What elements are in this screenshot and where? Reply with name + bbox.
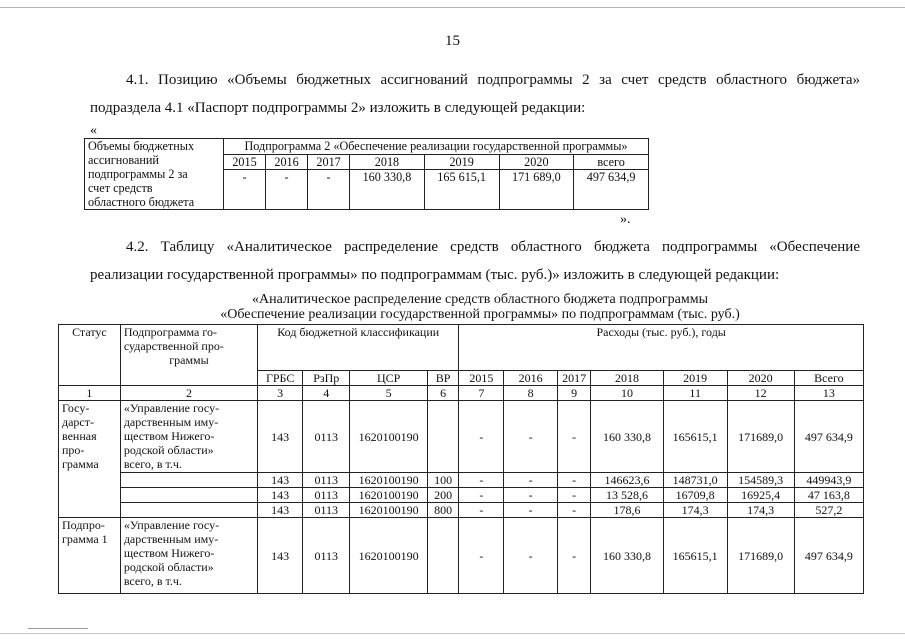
- sp-status-cell: [59, 518, 121, 594]
- subheader-cell: 2019: [663, 371, 727, 386]
- col-number: 13: [794, 386, 863, 401]
- sp-total-cell: 497 634,9: [794, 518, 863, 594]
- header-status: Статус: [59, 325, 121, 386]
- label-line: ассигнований: [88, 153, 159, 167]
- gp-total-cell: 497 634,9: [794, 401, 863, 473]
- gp-total-cell: 143: [258, 401, 303, 473]
- name-line: дарственным иму-: [123, 415, 219, 429]
- value-cell: -: [308, 170, 350, 210]
- gp-row-cell: -: [557, 488, 591, 503]
- gp-row-cell: 143: [258, 503, 303, 518]
- bottom-rule: [0, 633, 905, 634]
- gp-row-cell: 0113: [303, 503, 350, 518]
- gp-row-cell: 200: [427, 488, 458, 503]
- value-cell: -: [266, 170, 308, 210]
- gp-row-cell: 148731,0: [663, 473, 727, 488]
- gp-row-cell: 1620100190: [350, 488, 428, 503]
- sp-name-cell: [120, 518, 257, 594]
- page-number: 15: [445, 33, 460, 49]
- subheader-cell: 2018: [591, 371, 663, 386]
- subheader-cell: 2020: [727, 371, 794, 386]
- name-line: «Управление госу-: [123, 518, 220, 532]
- label-line: Объемы бюджетных: [88, 139, 195, 153]
- left-label-cell: [85, 139, 224, 210]
- subheader-cell: 2015: [459, 371, 504, 386]
- year-cell: всего: [574, 154, 649, 170]
- top-rule: [0, 7, 905, 8]
- budget-table: [84, 138, 649, 210]
- col-number: 3: [258, 386, 303, 401]
- sp-total-cell: [427, 518, 458, 594]
- gp-row-cell: -: [504, 473, 557, 488]
- col-number: 12: [727, 386, 794, 401]
- analytic-table: [58, 324, 864, 594]
- gp-total-cell: -: [504, 401, 557, 473]
- gp-row-cell: 1620100190: [350, 473, 428, 488]
- gp-row-cell: -: [504, 503, 557, 518]
- year-cell: 2015: [224, 154, 266, 170]
- status-line: Подпро-: [62, 518, 105, 532]
- header-budget-code: Код бюджетной классификации: [258, 325, 459, 371]
- gp-row-cell: 449943,9: [794, 473, 863, 488]
- sp-total-cell: 171689,0: [727, 518, 794, 594]
- header-line: граммы: [169, 353, 209, 367]
- gp-row-cell: 16709,8: [663, 488, 727, 503]
- gp-row-cell: 174,3: [663, 503, 727, 518]
- title-line: «Обеспечение реализации государственной программы» по подпрограммам (тыс. руб.): [220, 307, 740, 322]
- value-cell: 171 689,0: [499, 170, 574, 210]
- gp-total-cell: 160 330,8: [591, 401, 663, 473]
- sp-total-cell: -: [459, 518, 504, 594]
- gp-name-cell: [120, 401, 257, 473]
- empty-cell: [120, 503, 257, 518]
- gp-row-cell: 143: [258, 473, 303, 488]
- status-line: дарст-: [62, 415, 94, 429]
- gp-row-cell: -: [504, 488, 557, 503]
- paragraph-line: 4.2. Таблицу «Аналитическое распределение средств областного бюджета подпрограммы «Обеспечение: [126, 239, 860, 255]
- subheader-cell: 2017: [557, 371, 591, 386]
- gp-row-cell: -: [557, 473, 591, 488]
- name-line: «Управление госу-: [123, 401, 220, 415]
- gp-row-cell: -: [459, 503, 504, 518]
- subheader-cell: ГРБС: [258, 371, 303, 386]
- gp-row-cell: 0113: [303, 488, 350, 503]
- gp-row-cell: 16925,4: [727, 488, 794, 503]
- name-line: ществом Нижего-: [123, 429, 215, 443]
- gp-row-cell: -: [557, 503, 591, 518]
- subheader-cell: ЦСР: [350, 371, 428, 386]
- col-number: 10: [591, 386, 663, 401]
- name-line: ществом Нижего-: [123, 546, 215, 560]
- gp-total-cell: 171689,0: [727, 401, 794, 473]
- status-line: про-: [62, 443, 85, 457]
- paragraph-line: подраздела 4.1 «Паспорт подпрограммы 2» изложить в следующей редакции:: [90, 100, 586, 116]
- gp-row-cell: 154589,3: [727, 473, 794, 488]
- sp-total-cell: 165615,1: [663, 518, 727, 594]
- gp-row-cell: 800: [427, 503, 458, 518]
- col-number: 9: [557, 386, 591, 401]
- value-cell: 160 330,8: [350, 170, 425, 210]
- name-line: родской области»: [123, 443, 214, 457]
- name-line: всего, в т.ч.: [123, 457, 182, 471]
- col-number: 8: [504, 386, 557, 401]
- gp-row-cell: 527,2: [794, 503, 863, 518]
- subheader-cell: РзПр: [303, 371, 350, 386]
- value-cell: -: [224, 170, 266, 210]
- status-line: венная: [62, 429, 97, 443]
- gp-row-cell: 0113: [303, 473, 350, 488]
- gp-row-cell: 143: [258, 488, 303, 503]
- gp-total-cell: 0113: [303, 401, 350, 473]
- gp-row-cell: 47 163,8: [794, 488, 863, 503]
- sp-total-cell: 160 330,8: [591, 518, 663, 594]
- table2-title: [180, 292, 780, 322]
- gp-status-cell: [59, 401, 121, 518]
- value-cell: 165 615,1: [424, 170, 499, 210]
- gp-total-cell: 165615,1: [663, 401, 727, 473]
- subheader-cell: 2016: [504, 371, 557, 386]
- sp-total-cell: 143: [258, 518, 303, 594]
- col-number: 5: [350, 386, 428, 401]
- col-number: 7: [459, 386, 504, 401]
- paragraph-line: 4.1. Позицию «Объемы бюджетных ассигнований подпрограммы 2 за счет средств областного бюджета»: [126, 72, 860, 88]
- value-cell: 497 634,9: [574, 170, 649, 210]
- gp-total-cell: [427, 401, 458, 473]
- year-cell: 2020: [499, 154, 574, 170]
- gp-total-cell: 1620100190: [350, 401, 428, 473]
- subheader-cell: ВР: [427, 371, 458, 386]
- subheader-cell: Всего: [794, 371, 863, 386]
- quote-close: ».: [620, 212, 631, 227]
- gp-row-cell: -: [459, 473, 504, 488]
- gp-row-cell: 146623,6: [591, 473, 663, 488]
- sp-total-cell: -: [504, 518, 557, 594]
- gp-row-cell: 174,3: [727, 503, 794, 518]
- gp-total-cell: -: [459, 401, 504, 473]
- gp-row-cell: 100: [427, 473, 458, 488]
- label-line: подпрограммы 2 за: [88, 167, 188, 181]
- paragraph-line: реализации государственной программы» по подпрограммам (тыс. руб.)» изложить в следующей редакции:: [90, 267, 780, 283]
- header-line: Подпрограмма го-: [123, 325, 217, 339]
- year-cell: 2018: [350, 154, 425, 170]
- name-line: родской области»: [123, 560, 214, 574]
- col-number: 6: [427, 386, 458, 401]
- col-number: 1: [59, 386, 121, 401]
- paragraph-4-1: [90, 66, 860, 122]
- label-line: счет средств: [88, 181, 153, 195]
- gp-row-cell: 1620100190: [350, 503, 428, 518]
- quote-open: «: [90, 123, 97, 138]
- status-line: грамма 1: [62, 532, 108, 546]
- sp-total-cell: 0113: [303, 518, 350, 594]
- name-line: дарственным иму-: [123, 532, 219, 546]
- year-cell: 2017: [308, 154, 350, 170]
- label-line: областного бюджета: [88, 195, 195, 209]
- table1-header: Подпрограмма 2 «Обеспечение реализации государственной программы»: [224, 139, 649, 155]
- header-expenses: Расходы (тыс. руб.), годы: [459, 325, 864, 371]
- gp-row-cell: -: [459, 488, 504, 503]
- empty-cell: [120, 488, 257, 503]
- header-line: сударственной про-: [123, 339, 224, 353]
- paragraph-4-2: [90, 233, 860, 289]
- sp-total-cell: 1620100190: [350, 518, 428, 594]
- sp-total-cell: -: [557, 518, 591, 594]
- header-subprogram: [120, 325, 257, 386]
- status-line: Госу-: [62, 401, 90, 415]
- col-number: 2: [120, 386, 257, 401]
- name-line: всего, в т.ч.: [123, 574, 182, 588]
- gp-total-cell: -: [557, 401, 591, 473]
- year-cell: 2016: [266, 154, 308, 170]
- col-number: 4: [303, 386, 350, 401]
- year-cell: 2019: [424, 154, 499, 170]
- gp-row-cell: 13 528,6: [591, 488, 663, 503]
- bottom-mark: [28, 628, 88, 629]
- gp-row-cell: 178,6: [591, 503, 663, 518]
- col-number: 11: [663, 386, 727, 401]
- empty-cell: [120, 473, 257, 488]
- title-line: «Аналитическое распределение средств областного бюджета подпрограммы: [252, 292, 708, 307]
- status-line: грамма: [62, 457, 99, 471]
